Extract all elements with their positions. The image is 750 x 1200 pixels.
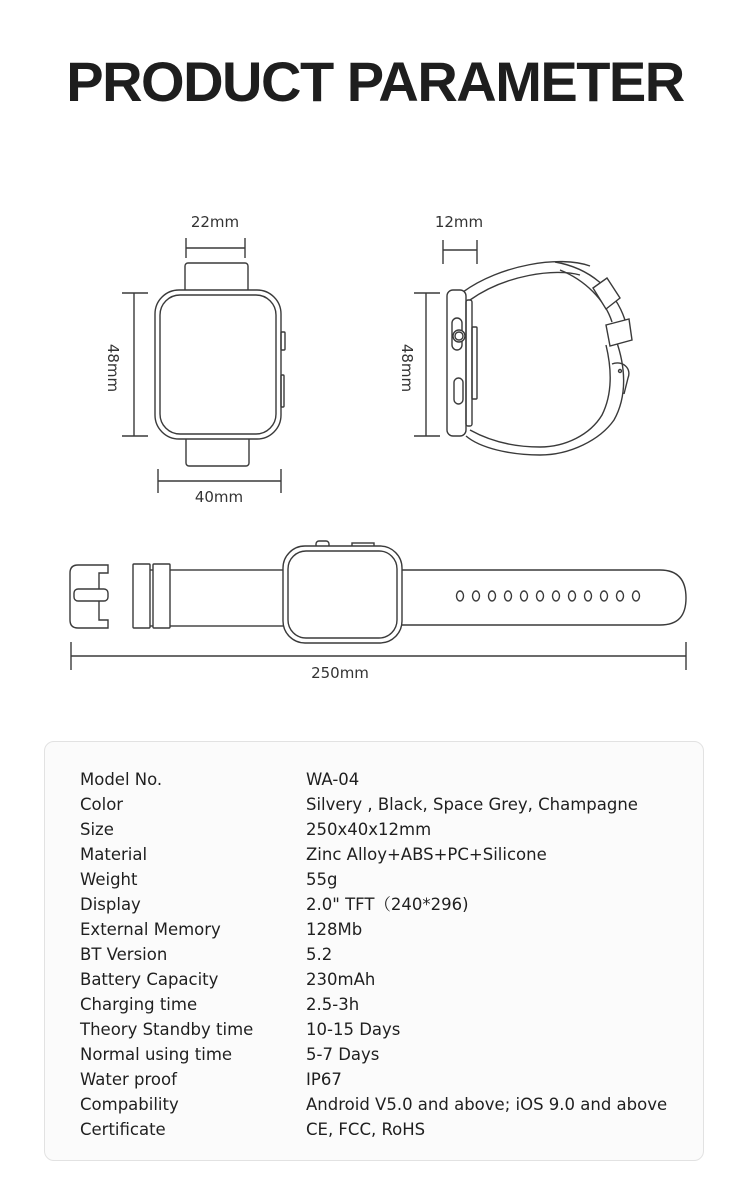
spec-label: Model No.	[80, 770, 163, 789]
spec-value: WA-04	[306, 770, 360, 789]
spec-label: Water proof	[80, 1070, 177, 1089]
spec-row-material	[80, 842, 547, 867]
spec-label: Size	[80, 820, 114, 839]
spec-value: 55g	[306, 870, 338, 889]
spec-value: 128Mb	[306, 920, 363, 939]
dimension-line-22mm	[186, 238, 245, 258]
spec-row-certificate	[80, 1117, 425, 1142]
spec-value: 230mAh	[306, 970, 376, 989]
spec-value: 250x40x12mm	[306, 820, 432, 839]
front-view-watch-icon	[155, 263, 285, 466]
spec-row-memory	[80, 917, 362, 942]
spec-row-usage	[80, 1042, 379, 1067]
spec-label: BT Version	[80, 945, 168, 964]
spec-table	[44, 741, 704, 1161]
dimension-line-250mm	[71, 642, 686, 670]
dimension-line-12mm	[443, 240, 477, 264]
spec-label: Theory Standby time	[80, 1020, 254, 1039]
spec-label: Display	[80, 895, 141, 914]
spec-value: 10-15 Days	[306, 1020, 401, 1039]
spec-row-standby	[80, 1017, 400, 1042]
spec-value: Android V5.0 and above; iOS 9.0 and above	[306, 1095, 668, 1114]
spec-row-charging	[80, 992, 359, 1017]
spec-label: Compability	[80, 1095, 179, 1114]
spec-label: Color	[80, 795, 124, 814]
spec-row-color	[80, 792, 638, 817]
spec-row-waterproof	[80, 1067, 342, 1092]
spec-value: 2.5-3h	[306, 995, 360, 1014]
side-height-label: 48mm	[398, 343, 416, 393]
side-thickness-label: 12mm	[434, 213, 484, 231]
page-title: PRODUCT PARAMETER	[66, 50, 684, 113]
spec-value: Silvery , Black, Space Grey, Champagne	[306, 795, 638, 814]
total-length-label: 250mm	[311, 664, 369, 682]
spec-value: 2.0" TFT（240*296)	[306, 895, 469, 914]
spec-label: Normal using time	[80, 1045, 233, 1064]
spec-label: Battery Capacity	[80, 970, 219, 989]
spec-row-bt	[80, 942, 332, 967]
strap-holes	[457, 591, 640, 601]
spec-row-model	[80, 767, 359, 792]
front-width-label: 40mm	[194, 488, 244, 506]
front-band-width-label: 22mm	[190, 213, 240, 231]
spec-value: 5.2	[306, 945, 333, 964]
front-height-label: 48mm	[104, 343, 122, 393]
spec-row-compatibility	[80, 1092, 667, 1117]
side-view-watch-icon	[447, 262, 632, 455]
spec-label: External Memory	[80, 920, 221, 939]
spec-row-battery	[80, 967, 375, 992]
spec-value: 5-7 Days	[306, 1045, 380, 1064]
flat-view-watch-icon	[70, 541, 686, 643]
spec-row-size	[80, 817, 431, 842]
dimension-line-48mm-front	[122, 293, 148, 436]
spec-value: CE, FCC, RoHS	[306, 1120, 426, 1139]
spec-label: Certificate	[80, 1120, 166, 1139]
spec-value: Zinc Alloy+ABS+PC+Silicone	[306, 845, 547, 864]
spec-label: Material	[80, 845, 148, 864]
spec-label: Charging time	[80, 995, 198, 1014]
spec-row-display	[80, 892, 469, 917]
spec-value: IP67	[306, 1070, 342, 1089]
spec-row-weight	[80, 867, 337, 892]
dimension-line-48mm-side	[414, 293, 440, 436]
spec-label: Weight	[80, 870, 138, 889]
